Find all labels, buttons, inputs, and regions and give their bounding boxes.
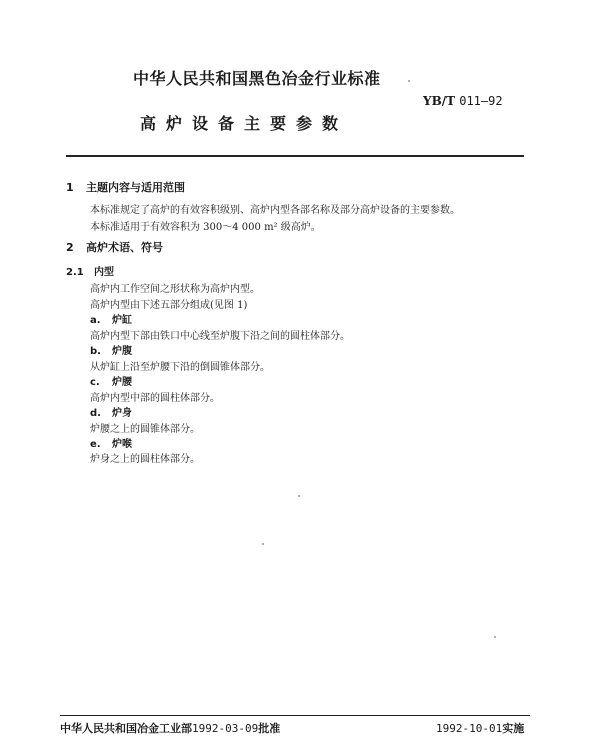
header-divider — [66, 155, 524, 157]
item-c-heading: c. 炉腰 — [90, 377, 132, 388]
scan-speck — [408, 80, 410, 82]
item-a-heading: a. 炉缸 — [90, 315, 132, 326]
effective-date: 1992-10-01 — [436, 722, 503, 735]
section-2-1-number: 2.1 — [66, 267, 84, 278]
approver: 中华人民共和国冶金工业部 — [60, 722, 192, 735]
section-2-heading — [66, 239, 163, 255]
scan-speck — [262, 543, 264, 545]
section-2-1-heading — [66, 263, 114, 278]
effective-suffix: 实施 — [502, 722, 525, 735]
approval-line — [60, 720, 280, 736]
footer-divider — [60, 715, 530, 716]
scan-speck — [298, 495, 300, 497]
effective-line — [436, 720, 524, 736]
standard-number: 011—92 — [459, 94, 503, 108]
item-b-heading: b. 炉腹 — [90, 346, 132, 357]
approve-suffix: 批准 — [258, 722, 281, 735]
section-2-number: 2 — [66, 241, 74, 254]
section-2-1-title: 内型 — [94, 267, 114, 278]
section-2-1-paragraph-1: 高炉内工作空间之形状称为高炉内型。 — [90, 284, 260, 295]
section-1-title: 主题内容与适用范围 — [86, 181, 185, 194]
section-1-paragraph-2: 本标准适用于有效容积为 300～4 000 m² 级高炉。 — [90, 222, 321, 233]
item-a-description: 高炉内型下部由铁口中心线至炉腹下沿之间的圆柱体部分。 — [90, 331, 350, 342]
section-2-1-paragraph-2: 高炉内型由下述五部分组成(见图 1) — [90, 300, 248, 311]
section-1-heading — [66, 179, 185, 195]
standard-code — [423, 94, 503, 108]
issuing-org-title: 中华人民共和国黑色冶金行业标准 — [133, 69, 381, 88]
document-title: 高炉设备主要参数 — [140, 114, 349, 133]
item-c-description: 高炉内型中部的圆柱体部分。 — [90, 393, 220, 404]
item-e-heading: e. 炉喉 — [90, 439, 132, 450]
section-2-title: 高炉术语、符号 — [86, 241, 163, 254]
standard-prefix: YB/T — [423, 94, 456, 108]
section-1-number: 1 — [66, 181, 74, 194]
item-b-description: 从炉缸上沿至炉腰下沿的倒圆锥体部分。 — [90, 362, 270, 373]
item-e-description: 炉身之上的圆柱体部分。 — [90, 454, 200, 465]
approve-date: 1992-03-09 — [192, 722, 259, 735]
item-d-heading: d. 炉身 — [90, 408, 132, 419]
scan-speck — [494, 636, 496, 638]
section-1-paragraph-1: 本标准规定了高炉的有效容积级别、高炉内型各部名称及部分高炉设备的主要参数。 — [90, 205, 460, 216]
item-d-description: 炉腰之上的圆锥体部分。 — [90, 424, 200, 435]
